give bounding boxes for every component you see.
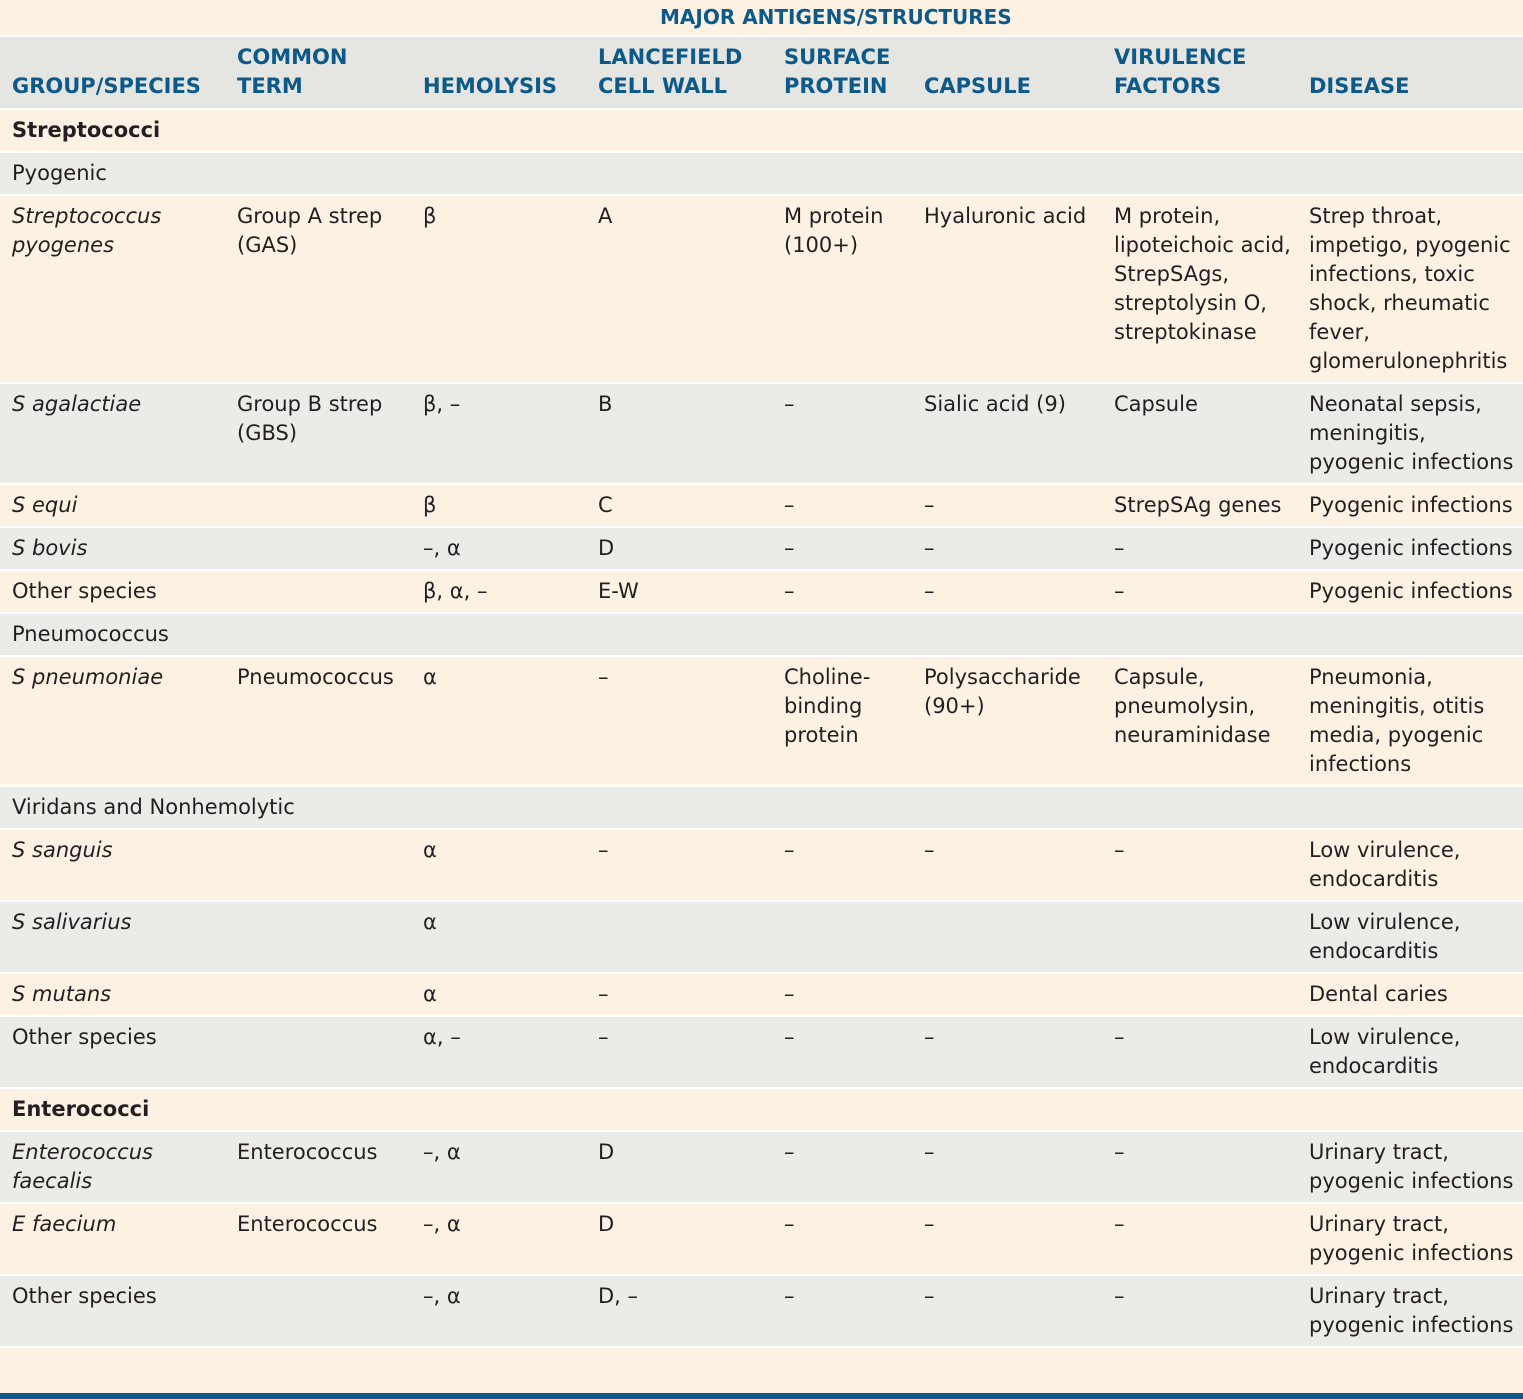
cell-virulence: Capsule (1102, 383, 1297, 484)
cell-surface-protein: M protein (100+) (772, 195, 912, 383)
cell-common-term (225, 829, 411, 901)
cell-surface-protein (772, 901, 912, 973)
cell-capsule: – (912, 484, 1102, 527)
cell-surface-protein: – (772, 1131, 912, 1203)
cell-surface-protein: – (772, 829, 912, 901)
cell-virulence: – (1102, 527, 1297, 570)
super-header-band (0, 0, 1523, 37)
cell-disease: Dental caries (1297, 973, 1523, 1016)
cell-species: S salivarius (0, 901, 225, 973)
table-row (0, 901, 1523, 973)
cell-surface-protein: – (772, 973, 912, 1016)
cell-species: Streptococcus pyogenes (0, 195, 225, 383)
cell-disease: Pyogenic infections (1297, 570, 1523, 613)
cell-disease: Urinary tract, pyogenic infections (1297, 1131, 1523, 1203)
cell-lancefield: – (586, 973, 772, 1016)
col-header-common-term: COMMON TERM (225, 37, 411, 109)
cell-surface-protein: – (772, 1275, 912, 1347)
cell-common-term: Pneumococcus (225, 656, 411, 786)
cell-lancefield (586, 901, 772, 973)
cell-lancefield: – (586, 1016, 772, 1088)
section-title: Enterococci (0, 1088, 1523, 1131)
cell-capsule: – (912, 1016, 1102, 1088)
cell-species: Other species (0, 1016, 225, 1088)
cell-common-term: Enterococcus (225, 1203, 411, 1275)
cell-capsule: Sialic acid (9) (912, 383, 1102, 484)
cell-species: Other species (0, 1275, 225, 1347)
cell-species: S equi (0, 484, 225, 527)
cell-disease: Pyogenic infections (1297, 484, 1523, 527)
table-row (0, 484, 1523, 527)
cell-lancefield: D (586, 1131, 772, 1203)
cell-capsule (912, 901, 1102, 973)
table-row (0, 1131, 1523, 1203)
section-row (0, 109, 1523, 152)
super-header: MAJOR ANTIGENS/STRUCTURES (660, 5, 1012, 29)
cell-hemolysis: α (411, 829, 586, 901)
cell-hemolysis: –, α (411, 1131, 586, 1203)
cell-hemolysis: β (411, 484, 586, 527)
cell-virulence: StrepSAg genes (1102, 484, 1297, 527)
cell-virulence: M protein, lipoteichoic acid, StrepSAgs, streptolysin O, streptokinase (1102, 195, 1297, 383)
cell-virulence: – (1102, 570, 1297, 613)
table-row (0, 1203, 1523, 1275)
col-header-virulence: VIRULENCE FACTORS (1102, 37, 1297, 109)
cell-surface-protein: – (772, 570, 912, 613)
cell-capsule: – (912, 1131, 1102, 1203)
cell-species: E faecium (0, 1203, 225, 1275)
cell-capsule: – (912, 1275, 1102, 1347)
subgroup-row (0, 613, 1523, 656)
section-title: Streptococci (0, 109, 1523, 152)
cell-virulence (1102, 901, 1297, 973)
cell-virulence: – (1102, 1131, 1297, 1203)
cell-species: S agalactiae (0, 383, 225, 484)
cell-species: Enterococcus faecalis (0, 1131, 225, 1203)
cell-disease: Low virulence, endocarditis (1297, 829, 1523, 901)
table-row (0, 1275, 1523, 1347)
cell-capsule: – (912, 527, 1102, 570)
cell-common-term (225, 901, 411, 973)
cell-common-term (225, 973, 411, 1016)
cell-capsule: Hyaluronic acid (912, 195, 1102, 383)
cell-lancefield: E-W (586, 570, 772, 613)
cell-common-term (225, 484, 411, 527)
subgroup-title: Pyogenic (0, 152, 1523, 195)
cell-disease: Urinary tract, pyogenic infections (1297, 1275, 1523, 1347)
cell-lancefield: A (586, 195, 772, 383)
cell-hemolysis: β, – (411, 383, 586, 484)
subgroup-title: Pneumococcus (0, 613, 1523, 656)
cell-common-term (225, 570, 411, 613)
cell-species: S sanguis (0, 829, 225, 901)
subgroup-title: Viridans and Nonhemolytic (0, 786, 1523, 829)
col-header-surface-protein: SURFACE PROTEIN (772, 37, 912, 109)
cell-capsule (912, 973, 1102, 1016)
cell-common-term (225, 1275, 411, 1347)
cell-species: Other species (0, 570, 225, 613)
cell-species: S bovis (0, 527, 225, 570)
col-header-disease: DISEASE (1297, 37, 1523, 109)
cell-disease: Urinary tract, pyogenic infections (1297, 1203, 1523, 1275)
cell-virulence (1102, 973, 1297, 1016)
cell-hemolysis: –, α (411, 1203, 586, 1275)
subgroup-row (0, 152, 1523, 195)
cell-disease: Strep throat, impetigo, pyogenic infections, toxic shock, rheumatic fever, glomerulonephritis (1297, 195, 1523, 383)
cell-surface-protein: Choline-binding protein (772, 656, 912, 786)
cell-virulence: – (1102, 1203, 1297, 1275)
cell-hemolysis: α (411, 973, 586, 1016)
table-row (0, 195, 1523, 383)
cell-lancefield: C (586, 484, 772, 527)
cell-surface-protein: – (772, 527, 912, 570)
cell-disease: Pyogenic infections (1297, 527, 1523, 570)
cell-capsule: – (912, 829, 1102, 901)
table-row (0, 656, 1523, 786)
cell-capsule: – (912, 570, 1102, 613)
table-row (0, 1016, 1523, 1088)
cell-hemolysis: α, – (411, 1016, 586, 1088)
cell-hemolysis: –, α (411, 527, 586, 570)
cell-disease: Low virulence, endocarditis (1297, 901, 1523, 973)
header-row (0, 37, 1523, 109)
streptococci-table (0, 37, 1523, 1348)
table-row (0, 527, 1523, 570)
cell-lancefield: D, – (586, 1275, 772, 1347)
cell-capsule: – (912, 1203, 1102, 1275)
cell-virulence: – (1102, 1275, 1297, 1347)
cell-virulence: – (1102, 829, 1297, 901)
cell-hemolysis: α (411, 656, 586, 786)
col-header-lancefield: LANCEFIELD CELL WALL (586, 37, 772, 109)
cell-species: S mutans (0, 973, 225, 1016)
col-header-hemolysis: HEMOLYSIS (411, 37, 586, 109)
cell-surface-protein: – (772, 383, 912, 484)
cell-disease: Low virulence, endocarditis (1297, 1016, 1523, 1088)
cell-hemolysis: α (411, 901, 586, 973)
cell-lancefield: B (586, 383, 772, 484)
table-row (0, 973, 1523, 1016)
cell-lancefield: D (586, 527, 772, 570)
col-header-capsule: CAPSULE (912, 37, 1102, 109)
col-header-group-species: GROUP/SPECIES (0, 37, 225, 109)
cell-species: S pneumoniae (0, 656, 225, 786)
section-row (0, 1088, 1523, 1131)
cell-common-term: Group A strep (GAS) (225, 195, 411, 383)
cell-hemolysis: –, α (411, 1275, 586, 1347)
cell-virulence: Capsule, pneumolysin, neuraminidase (1102, 656, 1297, 786)
cell-common-term (225, 527, 411, 570)
cell-common-term (225, 1016, 411, 1088)
cell-common-term: Enterococcus (225, 1131, 411, 1203)
cell-surface-protein: – (772, 1203, 912, 1275)
bottom-rule (0, 1393, 1523, 1399)
cell-disease: Neonatal sepsis, meningitis, pyogenic infections (1297, 383, 1523, 484)
cell-lancefield: – (586, 829, 772, 901)
subgroup-row (0, 786, 1523, 829)
cell-disease: Pneumonia, meningitis, otitis media, pyogenic infections (1297, 656, 1523, 786)
cell-surface-protein: – (772, 484, 912, 527)
table-row (0, 570, 1523, 613)
cell-hemolysis: β, α, – (411, 570, 586, 613)
cell-surface-protein: – (772, 1016, 912, 1088)
table-row (0, 383, 1523, 484)
cell-common-term: Group B strep (GBS) (225, 383, 411, 484)
cell-hemolysis: β (411, 195, 586, 383)
cell-lancefield: – (586, 656, 772, 786)
cell-virulence: – (1102, 1016, 1297, 1088)
table-row (0, 829, 1523, 901)
cell-capsule: Polysaccharide (90+) (912, 656, 1102, 786)
cell-lancefield: D (586, 1203, 772, 1275)
